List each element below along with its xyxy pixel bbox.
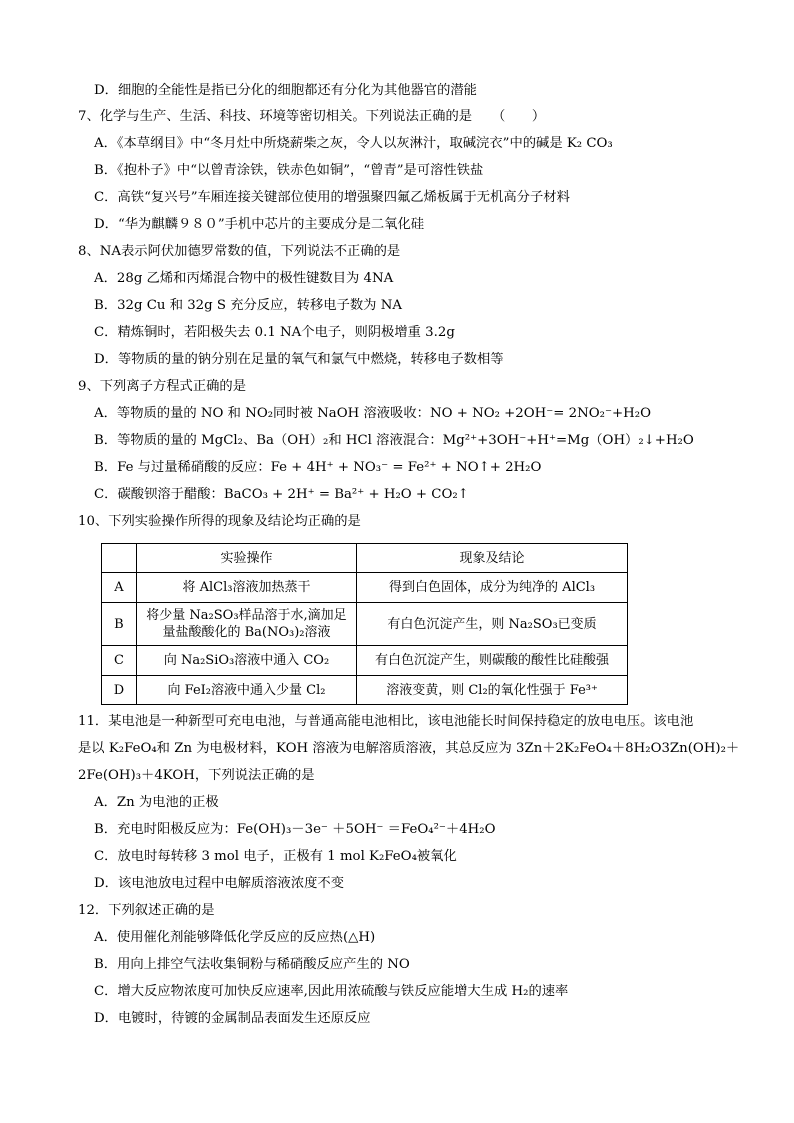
q12-option-b: B．用向上排空气法收集铜粉与稀硝酸反应产生的 NO — [94, 957, 410, 972]
q11-option-b: B．充电时阳极反应为：Fe(OH)₃－3e⁻ ＋5OH⁻ ＝FeO₄²⁻＋4H₂O — [94, 822, 496, 837]
row-label: B — [102, 603, 137, 646]
q7-option-b: B．《抱朴子》中“以曾青涂铁，铁赤色如铜”，“曾青”是可溶性铁盐 — [94, 163, 484, 178]
row-result: 得到白色固体，成分为纯净的 AlCl₃ — [357, 573, 628, 603]
q10-stem: 10、下列实验操作所得的现象及结论均正确的是 — [78, 514, 361, 529]
q12-option-c: C．增大反应物浓度可加快反应速率,因此用浓硫酸与铁反应能增大生成 H₂的速率 — [94, 984, 569, 999]
q12-option-d: D．电镀时，待镀的金属制品表面发生还原反应 — [94, 1011, 371, 1026]
q9-option-b2: B．Fe 与过量稀硝酸的反应：Fe + 4H⁺ + NO₃⁻ = Fe²⁺ + NO↑+ 2H₂O — [94, 460, 542, 475]
row-result: 有白色沉淀产生，则碳酸的酸性比硅酸强 — [357, 646, 628, 676]
q8-stem: 8、NA表示阿伏加德罗常数的值，下列说法不正确的是 — [78, 244, 401, 259]
q7-option-c: C．高铁“复兴号”车厢连接关键部位使用的增强聚四氟乙烯板属于无机高分子材料 — [94, 190, 570, 205]
row-result: 溶液变黄，则 Cl₂的氧化性强于 Fe³⁺ — [357, 676, 628, 705]
row-operation: 向 FeI₂溶液中通入少量 Cl₂ — [136, 676, 356, 705]
table-header-label — [102, 544, 137, 573]
row-label: C — [102, 646, 137, 676]
row-operation: 将少量 Na₂SO₃样品溶于水,滴加足量盐酸酸化的 Ba(NO₃)₂溶液 — [136, 603, 356, 646]
q8-option-b: B．32g Cu 和 32g S 充分反应，转移电子数为 NA — [94, 298, 402, 313]
q11-stem-cont: 是以 K₂FeO₄和 Zn 为电极材料，KOH 溶液为电解溶质溶液，其总反应为 3Zn＋2K₂FeO₄＋8H₂O3Zn(OH)₂＋ — [78, 741, 740, 756]
q7-stem: 7、化学与生产、生活、科技、环境等密切相关。下列说法正确的是 （ ） — [78, 109, 546, 124]
q12-stem: 12．下列叙述正确的是 — [78, 903, 215, 918]
row-operation: 将 AlCl₃溶液加热蒸干 — [136, 573, 356, 603]
q11-stem-cont2: 2Fe(OH)₃＋4KOH，下列说法正确的是 — [78, 768, 315, 783]
q11-option-a: A．Zn 为电池的正极 — [94, 795, 219, 810]
table-row — [102, 676, 628, 705]
q7-option-a: A．《本草纲目》中“冬月灶中所烧薪柴之灰，令人以灰淋汁，取碱浣衣”中的碱是 K₂ CO₃ — [94, 136, 613, 151]
row-result: 有白色沉淀产生，则 Na₂SO₃已变质 — [357, 603, 628, 646]
q11-stem: 11．某电池是一种新型可充电电池，与普通高能电池相比，该电池能长时间保持稳定的放电电压。该电池 — [78, 714, 694, 729]
q6-option-d: D．细胞的全能性是指已分化的细胞都还有分化为其他器官的潜能 — [94, 83, 477, 98]
q11-option-d: D．该电池放电过程中电解质溶液浓度不变 — [94, 876, 345, 891]
q9-stem: 9、下列离子方程式正确的是 — [78, 379, 247, 394]
experiment-table — [101, 543, 628, 705]
table-row — [102, 573, 628, 603]
q12-option-a: A．使用催化剂能够降低化学反应的反应热(△H) — [94, 930, 376, 945]
q9-option-b: B．等物质的量的 MgCl₂、Ba（OH）₂和 HCl 溶液混合：Mg²⁺+3OH⁻+H⁺=Mg（OH）₂↓+H₂O — [94, 433, 694, 448]
q8-option-d: D．等物质的量的钠分别在足量的氧气和氯气中燃烧，转移电子数相等 — [94, 352, 504, 367]
row-label: D — [102, 676, 137, 705]
q8-option-a: A．28g 乙烯和丙烯混合物中的极性键数目为 4NA — [94, 271, 394, 286]
row-operation: 向 Na₂SiO₃溶液中通入 CO₂ — [136, 646, 356, 676]
table-header-row — [102, 544, 628, 573]
q11-option-c: C．放电时每转移 3 mol 电子，正极有 1 mol K₂FeO₄被氧化 — [94, 849, 457, 864]
q8-option-c: C．精炼铜时，若阳极失去 0.1 NA个电子，则阴极增重 3.2g — [94, 325, 455, 340]
row-label: A — [102, 573, 137, 603]
table-header-result: 现象及结论 — [357, 544, 628, 573]
table-row — [102, 646, 628, 676]
table-row — [102, 603, 628, 646]
q9-option-a: A．等物质的量的 NO 和 NO₂同时被 NaOH 溶液吸收：NO + NO₂ +2OH⁻= 2NO₂⁻+H₂O — [94, 406, 651, 421]
q9-option-c: C．碳酸钡溶于醋酸：BaCO₃ + 2H⁺ = Ba²⁺ + H₂O + CO₂↑ — [94, 487, 469, 502]
table-header-operation: 实验操作 — [136, 544, 356, 573]
q7-option-d: D．“华为麒麟９８０”手机中芯片的主要成分是二氧化硅 — [94, 217, 425, 232]
